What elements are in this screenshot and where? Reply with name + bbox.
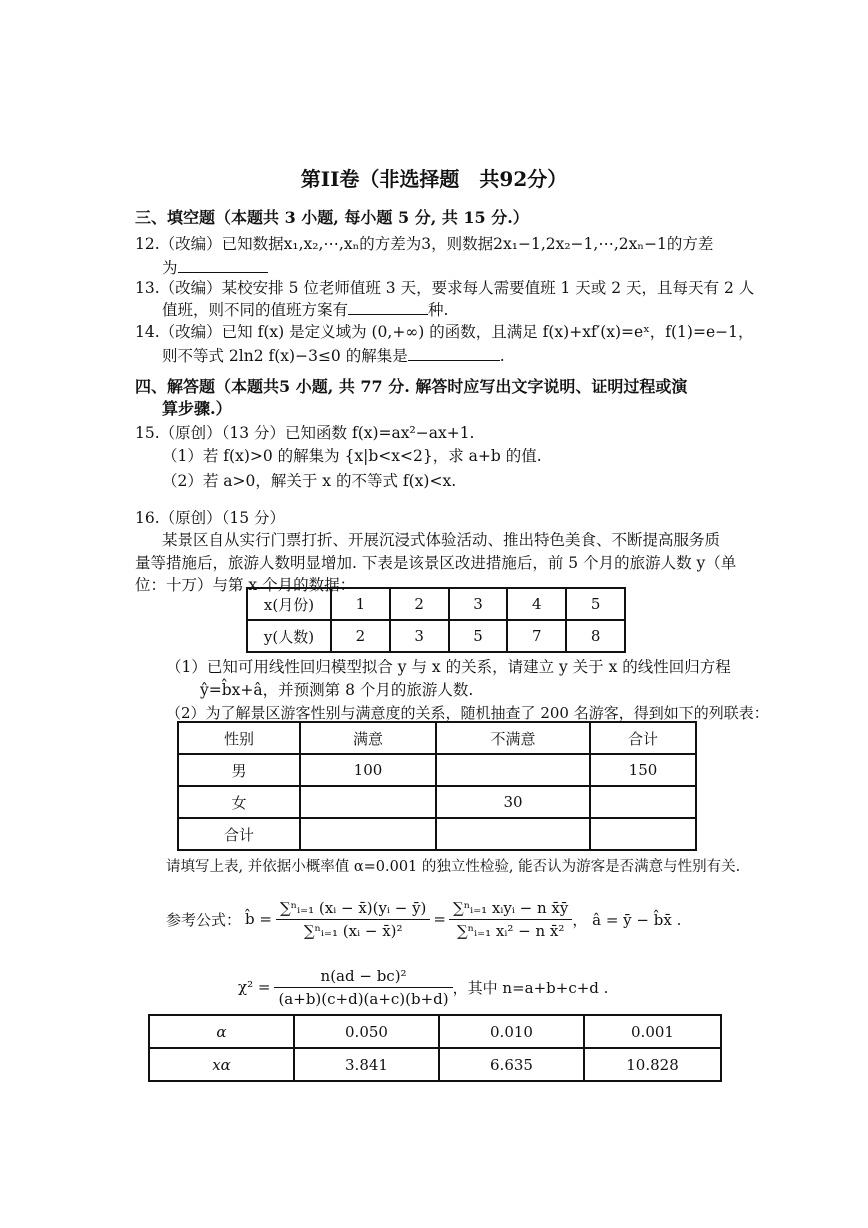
table-cell: 30 xyxy=(436,786,590,818)
contingency-table xyxy=(177,721,697,851)
table-cell: 5 xyxy=(449,620,508,652)
table-cell: 10.828 xyxy=(584,1048,721,1081)
q14-line2 xyxy=(162,344,505,366)
header-satisfied: 满意 xyxy=(300,722,436,754)
q12-answer-blank[interactable] xyxy=(178,258,268,273)
header-unsatisfied: 不满意 xyxy=(436,722,590,754)
section-4-heading-line1: 四、解答题（本题共5 小题, 共 77 分. 解答时应写出文字说明、证明过程或演 xyxy=(135,377,688,396)
header-total: 合计 xyxy=(590,722,696,754)
table-cell[interactable] xyxy=(436,754,590,786)
chi-tail: ，其中 n=a+b+c+d . xyxy=(452,978,609,997)
q12-text: 为 xyxy=(162,259,178,277)
section-3-heading: 三、填空题（本题共 3 小题, 每小题 5 分, 共 15 分.） xyxy=(135,208,529,227)
q16-para2: 量等措施后，旅游人数明显增加. 下表是该景区改进措施后，前 5 个月的旅游人数 y（单 xyxy=(135,554,737,572)
table-cell: 0.001 xyxy=(584,1015,721,1048)
table-cell: 8 xyxy=(566,620,625,652)
table-cell[interactable] xyxy=(590,786,696,818)
row-x-label: x(月份) xyxy=(247,588,331,620)
table-cell[interactable] xyxy=(590,818,696,850)
section-4-heading-line2: 算步骤.） xyxy=(162,399,232,418)
table-cell: 4 xyxy=(507,588,566,620)
table-cell: 1 xyxy=(331,588,390,620)
table-cell: 3 xyxy=(449,588,508,620)
chi-fraction xyxy=(274,967,452,1008)
table-cell: 150 xyxy=(590,754,696,786)
table-cell: 合计 xyxy=(178,818,300,850)
table-row xyxy=(247,620,625,652)
table-cell: 3 xyxy=(390,620,449,652)
b-denominator-2: ∑ⁿᵢ₌₁ xᵢ² − n x̄² xyxy=(456,921,565,940)
b-numerator-1: ∑ⁿᵢ₌₁ (xᵢ − x̄)(yᵢ − ȳ) xyxy=(276,899,430,920)
table-cell: 6.635 xyxy=(439,1048,584,1081)
q13-line2 xyxy=(162,298,448,320)
q16-part2-line1: （2）为了解景区游客性别与满意度的关系，随机抽查了 200 名游客，得到如下的列联表： xyxy=(166,704,769,722)
table-row xyxy=(178,818,696,850)
table-cell: 7 xyxy=(507,620,566,652)
table-row xyxy=(178,754,696,786)
table-row xyxy=(149,1048,721,1081)
table-cell[interactable] xyxy=(436,818,590,850)
regression-formula xyxy=(166,880,681,958)
q13-line1: 13.（改编）某校安排 5 位老师值班 3 天，要求每人需要值班 1 天或 2 天，且每天有 2 人 xyxy=(135,279,755,297)
table-row xyxy=(178,722,696,754)
table-cell: 3.841 xyxy=(294,1048,439,1081)
a-hat-formula: ， â = ȳ − b̂x̄ . xyxy=(572,910,682,929)
q12-line1: 12.（改编）已知数据x₁,x₂,⋯,xₙ的方差为3，则数据2x₁−1,2x₂−1,⋯,2xₙ−1的方差 xyxy=(135,235,714,253)
q14-text: 则不等式 2ln2 f(x)−3≤0 的解集是 xyxy=(162,347,408,365)
chi-square-formula xyxy=(238,962,608,1012)
q16-para1: 某景区自从实行门票打折、开展沉浸式体验活动、推出特色美食、不断提高服务质 xyxy=(162,531,721,549)
row-y-label: y(人数) xyxy=(247,620,331,652)
table-cell[interactable] xyxy=(300,786,436,818)
q13-suffix: 种. xyxy=(428,301,449,319)
q13-text: 值班，则不同的值班方案有 xyxy=(162,301,349,319)
b-hat-fraction-2 xyxy=(449,899,572,940)
table-cell: 2 xyxy=(331,620,390,652)
q13-answer-blank[interactable] xyxy=(348,300,428,315)
x-alpha-label: xα xyxy=(149,1048,294,1081)
q12-line2 xyxy=(162,256,268,278)
chi-numerator: n(ad − bc)² xyxy=(274,967,452,988)
q16-part1-line1: （1）已知可用线性回归模型拟合 y 与 x 的关系，请建立 y 关于 x 的线性回归方程 xyxy=(166,658,731,676)
q14-suffix: . xyxy=(499,347,505,365)
equals-sign: = xyxy=(433,910,446,928)
chi-denominator: (a+b)(c+d)(a+c)(b+d) xyxy=(278,989,449,1008)
q16-para3: 位：十万）与第 x 个月的数据： xyxy=(135,576,356,594)
table-row xyxy=(149,1015,721,1048)
page-title: 第II卷（非选择题 共92分） xyxy=(300,167,568,191)
q14-line1: 14.（改编）已知 f(x) 是定义域为 (0,+∞) 的函数，且满足 f(x)+xf′(x)=eˣ，f(1)=e−1， xyxy=(135,323,754,341)
ref-formula-label: 参考公式： xyxy=(166,910,242,929)
table-row xyxy=(178,786,696,818)
q14-answer-blank[interactable] xyxy=(408,346,500,361)
table-row xyxy=(247,588,625,620)
b-hat-fraction-1 xyxy=(276,899,430,940)
table-cell: 男 xyxy=(178,754,300,786)
month-visitors-table xyxy=(246,587,626,653)
alpha-label: α xyxy=(149,1015,294,1048)
q15-part1: （1）若 f(x)>0 的解集为 {x|b<x<2}，求 a+b 的值. xyxy=(162,447,542,465)
table-cell: 2 xyxy=(390,588,449,620)
table-cell: 100 xyxy=(300,754,436,786)
table-cell: 0.050 xyxy=(294,1015,439,1048)
table-cell: 女 xyxy=(178,786,300,818)
q16-stem: 16.（原创）（15 分） xyxy=(135,509,286,527)
table-cell: 0.010 xyxy=(439,1015,584,1048)
table-cell: 5 xyxy=(566,588,625,620)
critical-value-table xyxy=(148,1014,722,1082)
q15-stem: 15.（原创）（13 分）已知函数 f(x)=ax²−ax+1. xyxy=(135,424,475,442)
chi-lhs: χ² = xyxy=(238,978,271,996)
b-hat-lhs: b̂ = xyxy=(245,910,272,928)
q16-part2-line2: 请填写上表, 并依据小概率值 α=0.001 的独立性检验, 能否认为游客是否满意与性别有关. xyxy=(166,859,741,875)
q15-part2: （2）若 a>0，解关于 x 的不等式 f(x)<x. xyxy=(162,472,457,490)
b-numerator-2: ∑ⁿᵢ₌₁ xᵢyᵢ − n x̄ȳ xyxy=(449,899,572,920)
q16-part1-line2: ŷ=b̂x+â，并预测第 8 个月的旅游人数. xyxy=(200,681,474,699)
header-gender: 性别 xyxy=(178,722,300,754)
b-denominator-1: ∑ⁿᵢ₌₁ (xᵢ − x̄)² xyxy=(303,921,403,940)
table-cell[interactable] xyxy=(300,818,436,850)
